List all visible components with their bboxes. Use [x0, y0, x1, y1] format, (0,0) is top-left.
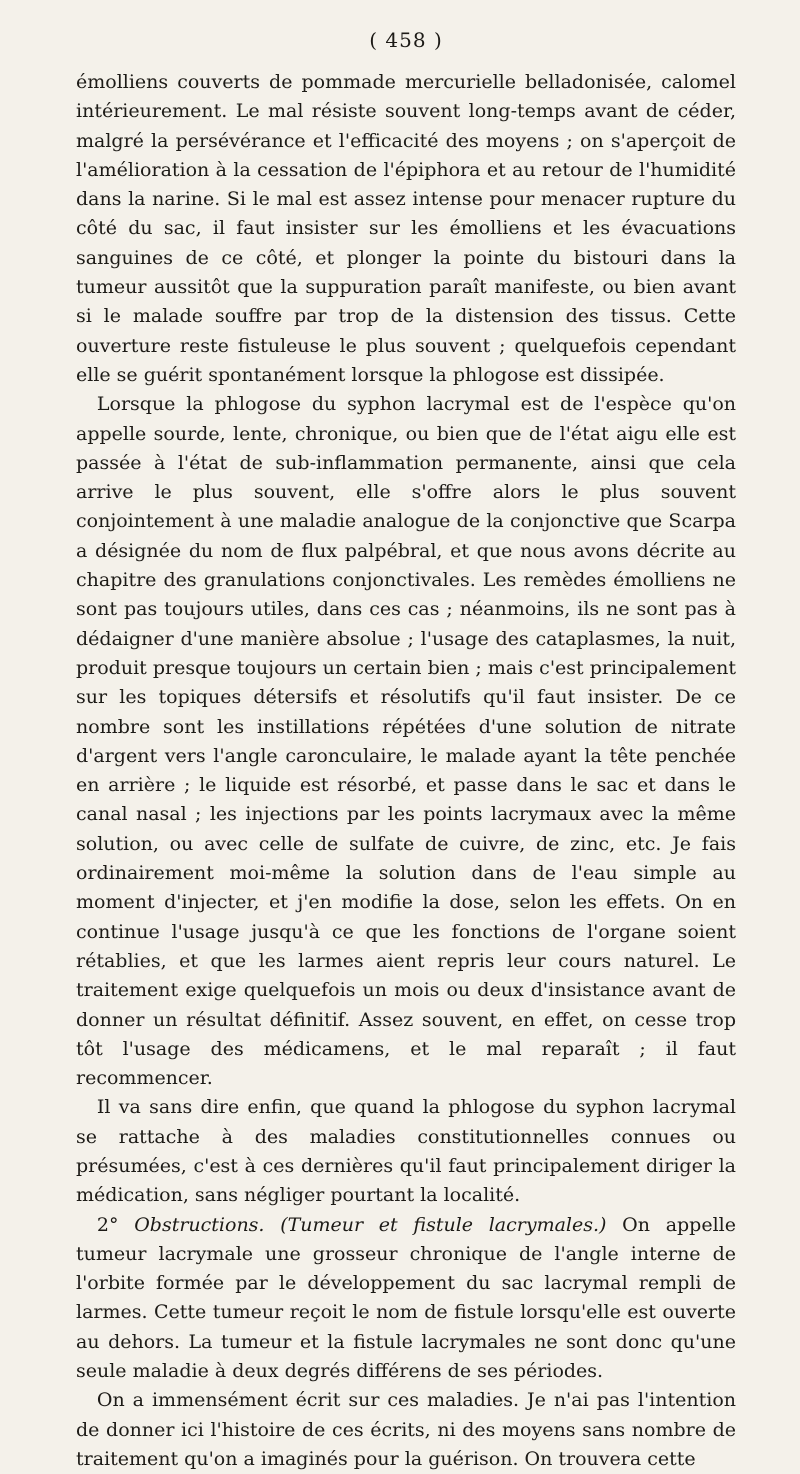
paragraph-constitutional: Il va sans dire enfin, que quand la phlogose du syphon lacrymal se rattache à des maladies constitutionnelles connues ou présumées, c'est à ces dernières qu'il faut principalement diriger la médication, sans négliger pourtant la localité. — [76, 1096, 736, 1207]
page-number: ( 458 ) — [369, 28, 443, 52]
paragraph-continued: émolliens couverts de pommade mercurielle belladonisée, calomel intérieurement. Le mal résiste souvent long-temps avant de céder, malgré la persévérance et l'efficacité des moyens ; on s'aperçoit de l'amélioration à la cessation de l'épiphora et au retour de l'humidité dans la narine. Si le mal est assez intense pour menacer rupture du côté du sac, il faut insister sur les émolliens et les évacuations sanguines de ce côté, et plonger la pointe du bistouri dans la tumeur aussitôt que la suppuration paraît manifeste, ou bien avant si le malade souffre par trop de la distension des tissus. Cette ouverture reste fistuleuse le plus souvent ; quelquefois cependant elle se guérit spontanément lorsque la phlogose est dissipée. — [76, 71, 736, 386]
section-subheading: (Tumeur et fistule lacrymales.) — [280, 1213, 607, 1236]
paragraph-chronic-phlogosis: Lorsque la phlogose du syphon lacrymal est de l'espèce qu'on appelle sourde, lente, chronique, ou bien que de l'état aigu elle est passée à l'état de sub-inflammation permanente, ainsi que cela arrive le plus souvent, elle s'offre alors le plus souvent conjointement à une maladie analogue de la conjonctive que Scarpa a désignée du nom de flux palpébral, et que nous avons décrite au chapitre des granulations conjonctivales. Les remèdes émolliens ne sont pas toujours utiles, dans ces cas ; néanmoins, ils ne sont pas à dédaigner d'une manière absolue ; l'usage des cataplasmes, la nuit, produit presque toujours un certain bien ; mais c'est principalement sur les topiques détersifs et résolutifs qu'il faut insister. De ce nombre sont les instillations répétées d'une solution de nitrate d'argent vers l'angle caronculaire, le malade ayant la tête penchée en arrière ; le liquide est résorbé, et passe dans le sac et dans le canal nasal ; les injections par les points lacrymaux avec la même solution, ou avec celle de sulfate de cuivre, de zinc, etc. Je fais ordinairement moi-même la solution dans de l'eau simple au moment d'injecter, et j'en modifie la dose, selon les effets. On en continue l'usage jusqu'à ce que les fonctions de l'organe soient rétablies, et que les larmes aient repris leur cours naturel. Le traitement exige quelquefois un mois ou deux d'insistance avant de donner un résultat définitif. Assez souvent, en effet, on cesse trop tôt l'usage des médicamens, et le mal reparaît ; il faut recommencer. — [76, 393, 736, 1090]
section-heading: Obstructions. — [134, 1213, 265, 1236]
body-text — [76, 68, 736, 1474]
paragraph-obstructions — [76, 1211, 736, 1387]
paragraph-literature: On a immensément écrit sur ces maladies. Je n'ai pas l'intention de donner ici l'histoire de ces écrits, ni des moyens sans nombre de traitement qu'on a imaginés pour la guérison. On trouvera cette — [76, 1389, 736, 1470]
section-text: On appelle tumeur lacrymale une grosseur chronique de l'angle interne de l'orbite formée par le développement du sac lacrymal rempli de larmes. Cette tumeur reçoit le nom de fistule lorsqu'elle est ouverte au dehors. La tumeur et la fistule lacrymales ne sont donc qu'une seule maladie à deux degrés différens de ses périodes. — [76, 1213, 736, 1383]
section-number: 2° — [96, 1213, 119, 1236]
book-page — [76, 28, 736, 1474]
